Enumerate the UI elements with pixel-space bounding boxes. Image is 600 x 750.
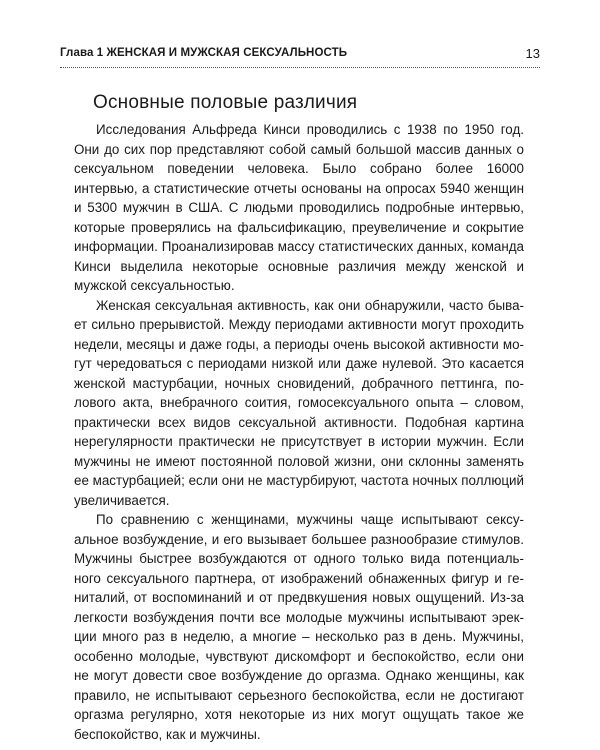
paragraph: По сравнению с женщинами, мужчины чаще испытывают сексуальное возбуждение, и его вызывает большее разнообразие стимулов. Мужчины быстрее возбуждаются от одного только вида потенциального сексуального партнера, от изображений обнаженных фигур и гениталий, от воспоминаний и от предвкушения новых ощущений. Из-за легкости возбуждения почти все молодые мужчины испытывают эрекции много раз в неделю, а многие – несколько раз в день. Мужчины, особенно молодые, чувствуют дискомфорт и беспокойство, если они не могут довести свое возбуждение до оргазма. Однако женщины, как правило, не испытывают серьезного беспокойства, если не достигают оргазма регулярно, хотя некоторые из них могут ощущать такое же беспокойство, как и мужчины. bbox=[74, 512, 524, 742]
page-number: 13 bbox=[525, 46, 540, 61]
section-heading: Основные половые различия bbox=[93, 92, 358, 113]
paragraph: Женская сексуальная активность, как они обнаружили, часто бывает сильно прерывистой. Между периодами активности могут проходить недели, месяцы и даже годы, а периоды очень высокой активности могут чередоваться с периодами низкой или даже нулевой. Это касается женской мастурбации, ночных сновидений, добрачного петтинга, полового акта, внебрачного соития, гомосексуального опыта – словом, практически всех видов сексуальной активности. Подобная картина нерегулярности практически не присутствует в истории мужчин. Если мужчины не имеют постоянной половой жизни, они склонны заменять ее мастурбацией; если они не мастурбируют, частота ночных поллюций увеличивается. bbox=[74, 297, 524, 508]
running-header bbox=[60, 47, 540, 67]
paragraph: Исследования Альфреда Кинси проводились с 1938 по 1950 год. Они до сих пор представляют собой самый большой массив данных о сексуальном поведении человека. Было собрано более 16000 интервью, а статистические отчеты основаны на опросах 5940 женщин и 5300 мужчин в США. С людьми проводились подробные интервью, которые проверялись на фальсификацию, преувеличение и сокрытие информации. Проанализировав массу статистических данных, команда Кинси выделила некоторые основные различия между женской и мужской сексуальностью. bbox=[74, 122, 524, 293]
body-text bbox=[74, 120, 524, 744]
chapter-title: Глава 1 ЖЕНСКАЯ И МУЖСКАЯ СЕКСУАЛЬНОСТЬ bbox=[60, 47, 348, 59]
header-divider bbox=[60, 67, 540, 68]
